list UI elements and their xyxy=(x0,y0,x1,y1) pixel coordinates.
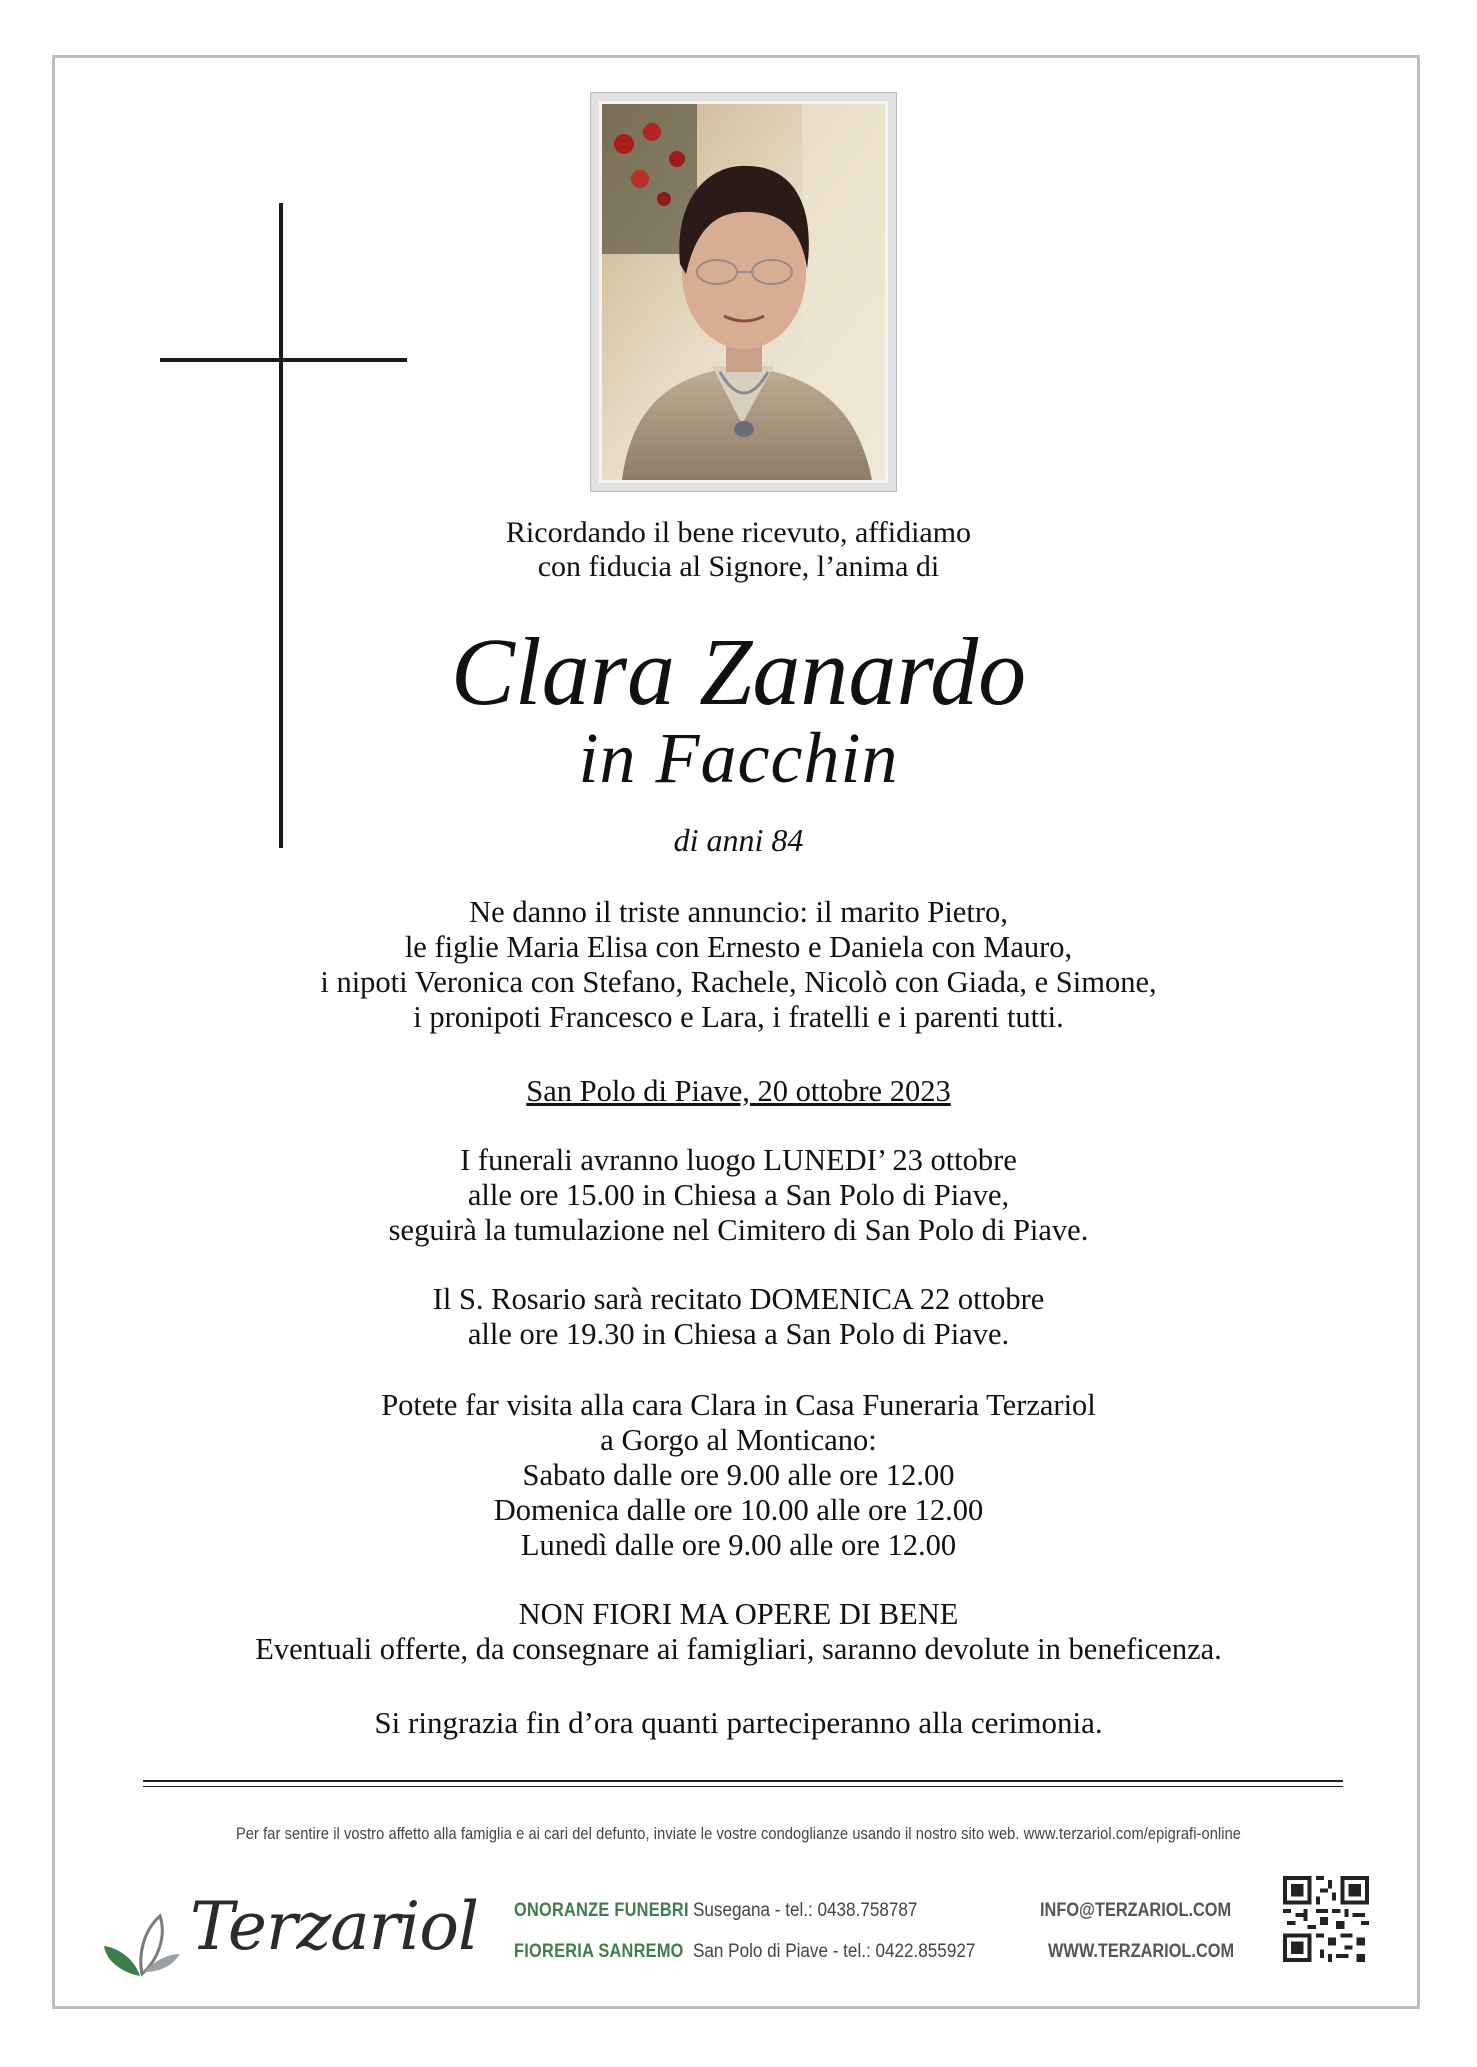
brand-onoranze: ONORANZE FUNEBRI xyxy=(514,1900,689,1921)
visit-details xyxy=(100,1388,1377,1563)
family-line: i nipoti Veronica con Stefano, Rachele, Nicolò con Giada, e Simone, xyxy=(320,965,1157,999)
flowers-note xyxy=(100,1597,1377,1667)
contact-susegana: Susegana - tel.: 0438.758787 xyxy=(693,1900,918,1921)
visit-line: a Gorgo al Monticano: xyxy=(600,1423,877,1457)
logo-text: Terzariol xyxy=(190,1888,479,1965)
contact-san-polo: San Polo di Piave - tel.: 0422.855927 xyxy=(693,1941,976,1962)
rosary-details xyxy=(100,1282,1377,1352)
visit-line: Sabato dalle ore 9.00 alle ore 12.00 xyxy=(522,1458,955,1492)
thanks-text: Si ringrazia fin d’ora quanti parteciperanno alla cerimonia. xyxy=(374,1705,1103,1740)
visit-line: Domenica dalle ore 10.00 alle ore 12.00 xyxy=(493,1493,984,1527)
funeral-details xyxy=(100,1143,1377,1248)
married-name: in Facchin xyxy=(578,718,899,798)
condolence-note: Per far sentire il vostro affetto alla famiglia e ai cari del defunto, inviate le vostre condoglianze usando il nostro sito web. www.terzariol.com/epigrafi-online xyxy=(235,1824,1242,1843)
family-announcement xyxy=(100,895,1377,1035)
flowers-line: NON FIORI MA OPERE DI BENE xyxy=(518,1597,959,1631)
visit-line: Potete far visita alla cara Clara in Casa Funeraria Terzariol xyxy=(381,1388,1096,1422)
rosary-line: Il S. Rosario sarà recitato DOMENICA 22 ottobre xyxy=(432,1282,1045,1316)
intro-line-2: con fiducia al Signore, l’anima di xyxy=(537,550,940,583)
portrait-photo xyxy=(590,92,897,492)
website-link[interactable]: WWW.TERZARIOL.COM xyxy=(1048,1941,1235,1962)
qr-code-icon[interactable] xyxy=(1283,1876,1369,1962)
funeral-line: alle ore 15.00 in Chiesa a San Polo di Piave, xyxy=(467,1178,1010,1212)
intro-line-1: Ricordando il bene ricevuto, affidiamo xyxy=(505,516,972,549)
flowers-line: Eventuali offerte, da consegnare ai famigliari, saranno devolute in beneficenza. xyxy=(255,1632,1222,1666)
leaf-logo-icon xyxy=(100,1912,182,1980)
family-line: le figlie Maria Elisa con Ernesto e Daniela con Mauro, xyxy=(404,930,1073,964)
email-link[interactable]: INFO@TERZARIOL.COM xyxy=(1040,1900,1232,1921)
family-line: Ne danno il triste annuncio: il marito Pietro, xyxy=(469,895,1008,929)
divider xyxy=(143,1780,1343,1782)
family-line: i pronipoti Francesco e Lara, i fratelli e i parenti tutti. xyxy=(413,1000,1064,1034)
place-date: San Polo di Piave, 20 ottobre 2023 xyxy=(526,1074,951,1108)
deceased-name: Clara Zanardo xyxy=(450,618,1027,725)
rosary-line: alle ore 19.30 in Chiesa a San Polo di Piave. xyxy=(467,1317,1010,1351)
brand-fioreria: FIORERIA SANREMO xyxy=(514,1941,684,1962)
funeral-line: I funerali avranno luogo LUNEDI’ 23 ottobre xyxy=(460,1143,1017,1177)
intro-text xyxy=(100,516,1377,584)
age-text: di anni 84 xyxy=(673,822,804,858)
visit-line: Lunedì dalle ore 9.00 alle ore 12.00 xyxy=(520,1528,957,1562)
funeral-line: seguirà la tumulazione nel Cimitero di San Polo di Piave. xyxy=(388,1213,1089,1247)
divider xyxy=(143,1786,1343,1787)
